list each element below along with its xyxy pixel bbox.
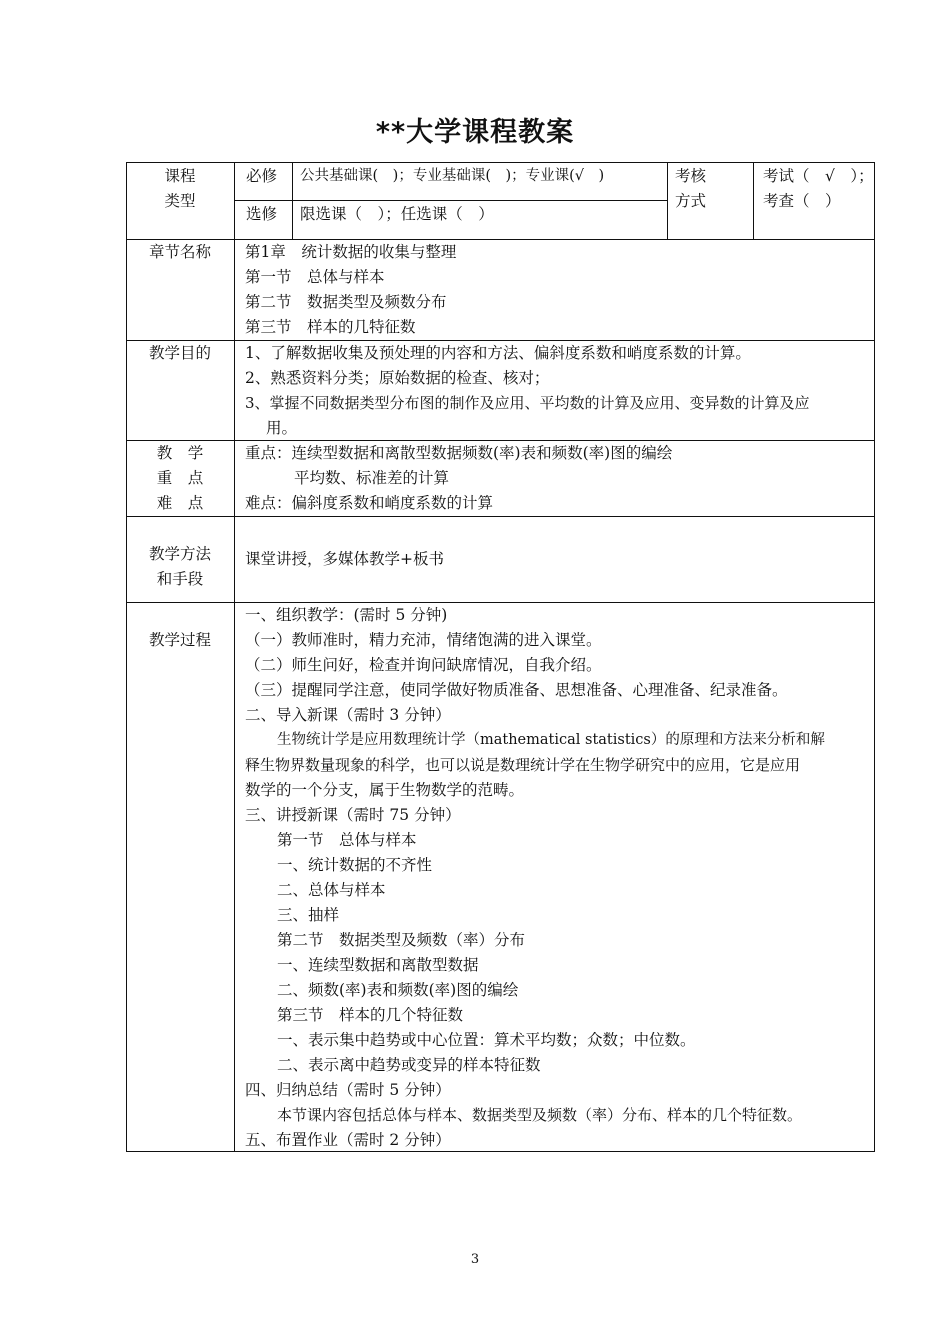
elective-options: 限选课（ ）；任选课（ ） xyxy=(300,205,494,223)
process-line: 五、布置作业（需时 2 分钟） xyxy=(245,1131,451,1149)
process-line: 释生物界数量现象的科学，也可以说是数理统计学在生物学研究中的应用，它是应用 xyxy=(245,756,801,774)
methods-text: 课堂讲授，多媒体教学+板书 xyxy=(245,550,444,568)
process-line: 第三节 样本的几个特征数 xyxy=(277,1006,464,1024)
assessment-label-line1: 考核 xyxy=(675,167,707,185)
methods-label-1: 教学方法 xyxy=(148,545,211,563)
process-line: 二、总体与样本 xyxy=(277,881,386,899)
inspection-option: 考查（ ） xyxy=(763,192,841,210)
process-line: 二、频数(率)表和频数(率)图的编绘 xyxy=(277,981,519,999)
process-line: （三）提醒同学注意，使同学做好物质准备、思想准备、心理准备、纪录准备。 xyxy=(245,681,788,699)
page-title: **大学课程教案 xyxy=(375,117,575,148)
process-line: 三、讲授新课（需时 75 分钟） xyxy=(245,806,461,824)
process-line: （二）师生问好，检查并询问缺席情况，自我介绍。 xyxy=(245,656,602,674)
process-label: 教学过程 xyxy=(148,631,211,649)
chapter-line: 第1章 统计数据的收集与整理 xyxy=(245,243,457,261)
row-divider xyxy=(126,239,875,240)
key-point-line: 平均数、标准差的计算 xyxy=(294,469,450,487)
difficulty-line: 难点：偏斜度系数和峭度系数的计算 xyxy=(245,494,494,512)
process-line: 第二节 数据类型及频数（率）分布 xyxy=(277,931,526,949)
row-divider xyxy=(126,516,875,517)
column-divider xyxy=(234,162,235,1152)
row-divider xyxy=(126,602,875,603)
process-line: 一、表示集中趋势或中心位置：算术平均数；众数；中位数。 xyxy=(277,1031,696,1049)
row-divider xyxy=(234,200,667,201)
column-divider xyxy=(292,162,293,239)
objective-line: 3、掌握不同数据类型分布图的制作及应用、平均数的计算及应用、变异数的计算及应 xyxy=(245,394,810,412)
process-line: 三、抽样 xyxy=(277,906,340,924)
column-divider xyxy=(667,162,668,239)
objective-line: 用。 xyxy=(266,419,298,437)
methods-label-2: 和手段 xyxy=(156,570,204,588)
required-options: 公共基础课( )；专业基础课( )；专业课(√ ) xyxy=(300,168,605,184)
key-points-label-1: 教 学 xyxy=(156,444,204,462)
process-line: 第一节 总体与样本 xyxy=(277,831,417,849)
objective-line: 1、了解数据收集及预处理的内容和方法、偏斜度系数和峭度系数的计算。 xyxy=(245,344,751,362)
chapter-line: 第二节 数据类型及频数分布 xyxy=(245,293,447,311)
key-points-label-2: 重 点 xyxy=(156,469,204,487)
process-line: 二、导入新课（需时 3 分钟） xyxy=(245,706,451,724)
exam-option: 考试（ √ ）； xyxy=(763,167,874,185)
process-line: 一、统计数据的不齐性 xyxy=(277,856,433,874)
page-number: 3 xyxy=(470,1252,480,1267)
column-divider xyxy=(753,162,754,239)
process-line: 数学的一个分支，属于生物数学的范畴。 xyxy=(245,781,525,799)
process-line: （一）教师准时，精力充沛，情绪饱满的进入课堂。 xyxy=(245,631,602,649)
course-type-label-line1: 课程 xyxy=(164,167,196,185)
objectives-label: 教学目的 xyxy=(148,344,211,362)
chapter-line: 第一节 总体与样本 xyxy=(245,268,385,286)
key-points-label-3: 难 点 xyxy=(156,494,204,512)
assessment-label-line2: 方式 xyxy=(675,192,707,210)
key-point-line: 重点：连续型数据和离散型数据频数(率)表和频数(率)图的编绘 xyxy=(245,444,673,462)
process-line: 生物统计学是应用数理统计学（mathematical statistics）的原理和方法来分析和解 xyxy=(277,732,825,748)
process-line: 二、表示离中趋势或变异的样本特征数 xyxy=(277,1056,541,1074)
required-label: 必修 xyxy=(246,167,278,185)
process-line: 一、连续型数据和离散型数据 xyxy=(277,956,479,974)
course-type-label-line2: 类型 xyxy=(164,192,196,210)
process-line: 本节课内容包括总体与样本、数据类型及频数（率）分布、样本的几个特征数。 xyxy=(277,1106,803,1124)
chapter-label: 章节名称 xyxy=(148,243,211,261)
objective-line: 2、熟悉资料分类；原始数据的检查、核对； xyxy=(245,369,550,387)
elective-label: 选修 xyxy=(246,205,278,223)
process-line: 一、组织教学：(需时 5 分钟) xyxy=(245,606,448,624)
process-line: 四、归纳总结（需时 5 分钟） xyxy=(245,1081,451,1099)
chapter-line: 第三节 样本的几特征数 xyxy=(245,318,416,336)
